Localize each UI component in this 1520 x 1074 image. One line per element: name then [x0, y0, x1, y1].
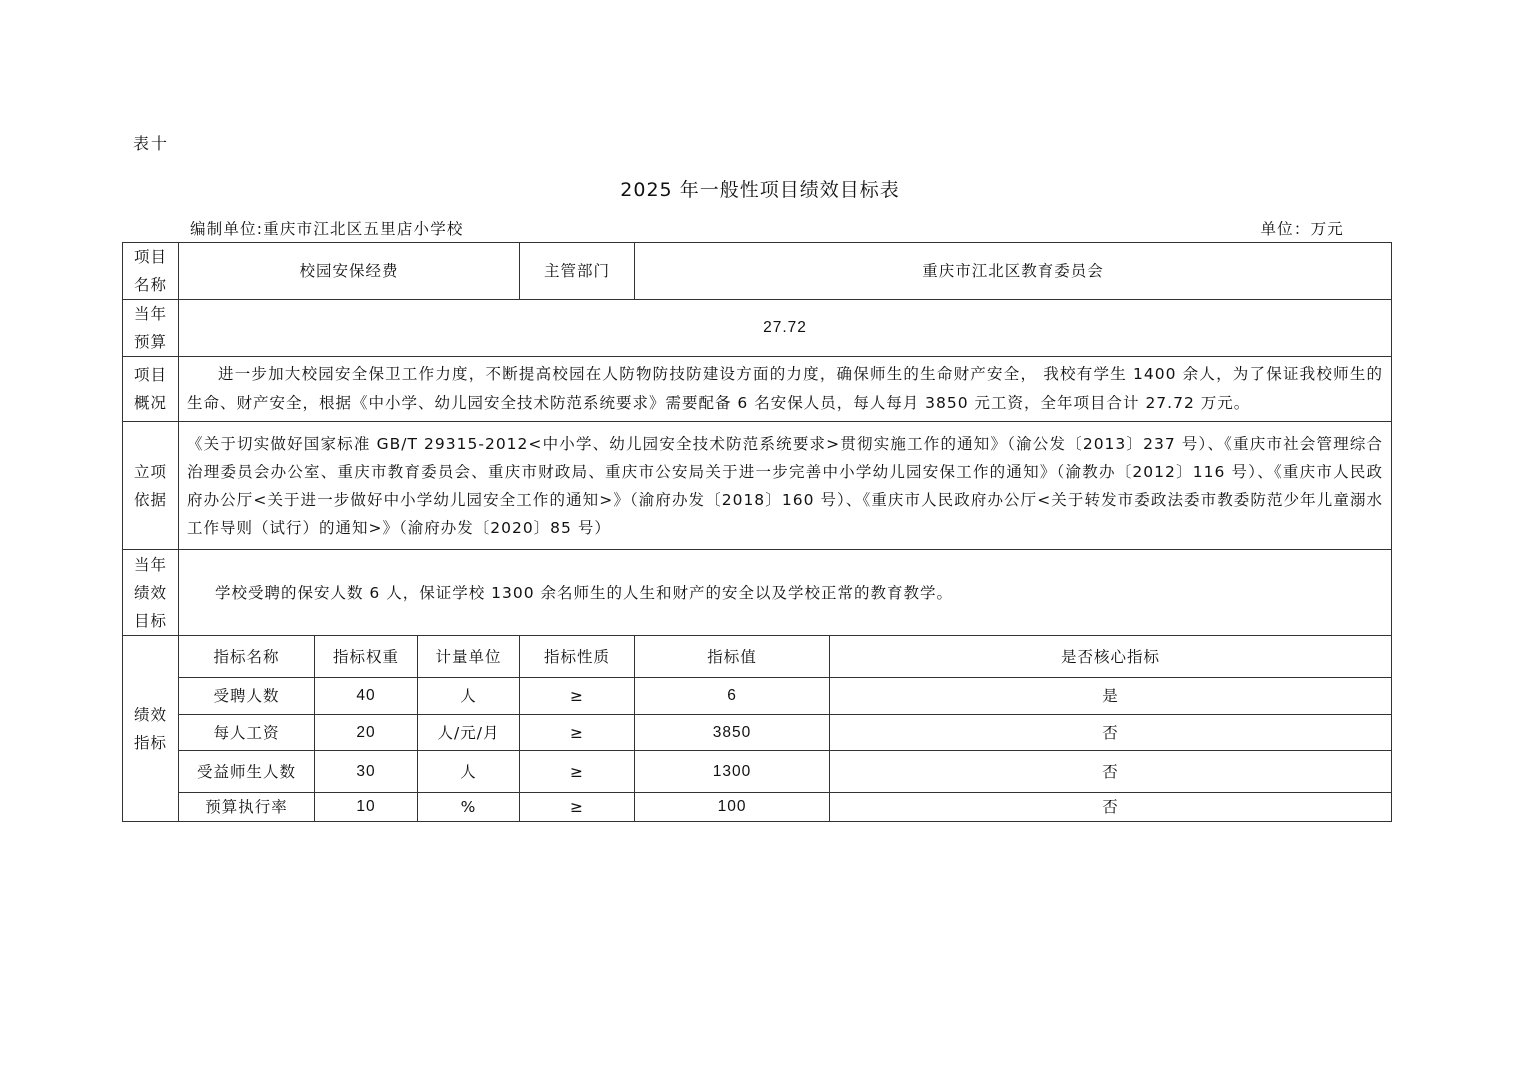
indicator-nature: ≥	[520, 751, 635, 793]
indicator-weight: 30	[315, 751, 418, 793]
basis-label: 立项 依据	[123, 422, 179, 550]
project-name-label: 项目 名称	[123, 243, 179, 300]
indicator-core: 是	[830, 678, 1392, 715]
indicator-unit: 人	[418, 678, 520, 715]
compiling-unit: 编制单位:重庆市江北区五里店小学校	[190, 220, 464, 238]
page-title: 2025 年一般性项目绩效目标表	[620, 179, 900, 201]
budget-row	[123, 300, 1392, 357]
indicator-unit: 人/元/月	[418, 715, 520, 751]
column-header: 指标性质	[520, 636, 635, 678]
indicator-weight: 20	[315, 715, 418, 751]
indicator-name: 每人工资	[179, 715, 315, 751]
overview-text: 进一步加大校园安全保卫工作力度，不断提高校园在人防物防技防建设方面的力度，确保师生的生命财产安全， 我校有学生 1400 余人，为了保证我校师生的生命、财产安全，根据《中小学、幼儿园安全技术防范系统要求》需要配备 6 名安保人员，每人每月 3850 元工资，全年项目合计 27.72 万元。	[179, 357, 1392, 422]
column-header: 指标权重	[315, 636, 418, 678]
indicator-value: 3850	[635, 715, 830, 751]
department-value: 重庆市江北区教育委员会	[635, 243, 1392, 300]
indicator-name: 受聘人数	[179, 678, 315, 715]
indicator-header-row	[123, 636, 1392, 678]
indicator-nature: ≥	[520, 793, 635, 822]
column-header: 计量单位	[418, 636, 520, 678]
project-name-value: 校园安保经费	[179, 243, 520, 300]
indicator-nature: ≥	[520, 678, 635, 715]
currency-unit: 单位：万元	[1260, 220, 1344, 238]
indicator-unit: %	[418, 793, 520, 822]
overview-label: 项目 概况	[123, 357, 179, 422]
project-name-row	[123, 243, 1392, 300]
table-number: 表十	[133, 134, 170, 153]
indicator-name: 预算执行率	[179, 793, 315, 822]
indicator-core: 否	[830, 793, 1392, 822]
column-header: 指标名称	[179, 636, 315, 678]
budget-label: 当年 预算	[123, 300, 179, 357]
table-row	[123, 751, 1392, 793]
basis-text: 《关于切实做好国家标准 GB/T 29315-2012<中小学、幼儿园安全技术防范系统要求>贯彻实施工作的通知》（渝公发〔2013〕237 号）、《重庆市社会管理综合治理委员会办公室、重庆市教育委员会、重庆市财政局、重庆市公安局关于进一步完善中小学幼儿园安保工作的通知》（渝教办〔2012〕116 号）、《重庆市人民政府办公厅<关于进一步做好中小学幼儿园安全工作的通知>》（渝府办发〔2018〕160 号）、《重庆市人民政府办公厅<关于转发市委政法委市教委防范少年儿童溺水工作导则（试行）的通知>》（渝府办发〔2020〕85 号）	[179, 422, 1392, 550]
indicator-weight: 40	[315, 678, 418, 715]
indicator-nature: ≥	[520, 715, 635, 751]
goal-row	[123, 550, 1392, 636]
indicator-weight: 10	[315, 793, 418, 822]
performance-table	[122, 242, 1392, 822]
overview-row	[123, 357, 1392, 422]
indicator-value: 6	[635, 678, 830, 715]
table-row	[123, 715, 1392, 751]
indicator-value: 100	[635, 793, 830, 822]
indicator-core: 否	[830, 715, 1392, 751]
indicator-value: 1300	[635, 751, 830, 793]
table-row	[123, 793, 1392, 822]
column-header: 指标值	[635, 636, 830, 678]
budget-value: 27.72	[179, 300, 1392, 357]
indicator-unit: 人	[418, 751, 520, 793]
column-header: 是否核心指标	[830, 636, 1392, 678]
indicator-name: 受益师生人数	[179, 751, 315, 793]
indicator-core: 否	[830, 751, 1392, 793]
indicators-label: 绩效 指标	[123, 636, 179, 822]
department-label: 主管部门	[520, 243, 635, 300]
goal-label: 当年 绩效 目标	[123, 550, 179, 636]
basis-row	[123, 422, 1392, 550]
goal-text: 学校受聘的保安人数 6 人，保证学校 1300 余名师生的人生和财产的安全以及学校正常的教育教学。	[179, 550, 1392, 636]
table-row	[123, 678, 1392, 715]
